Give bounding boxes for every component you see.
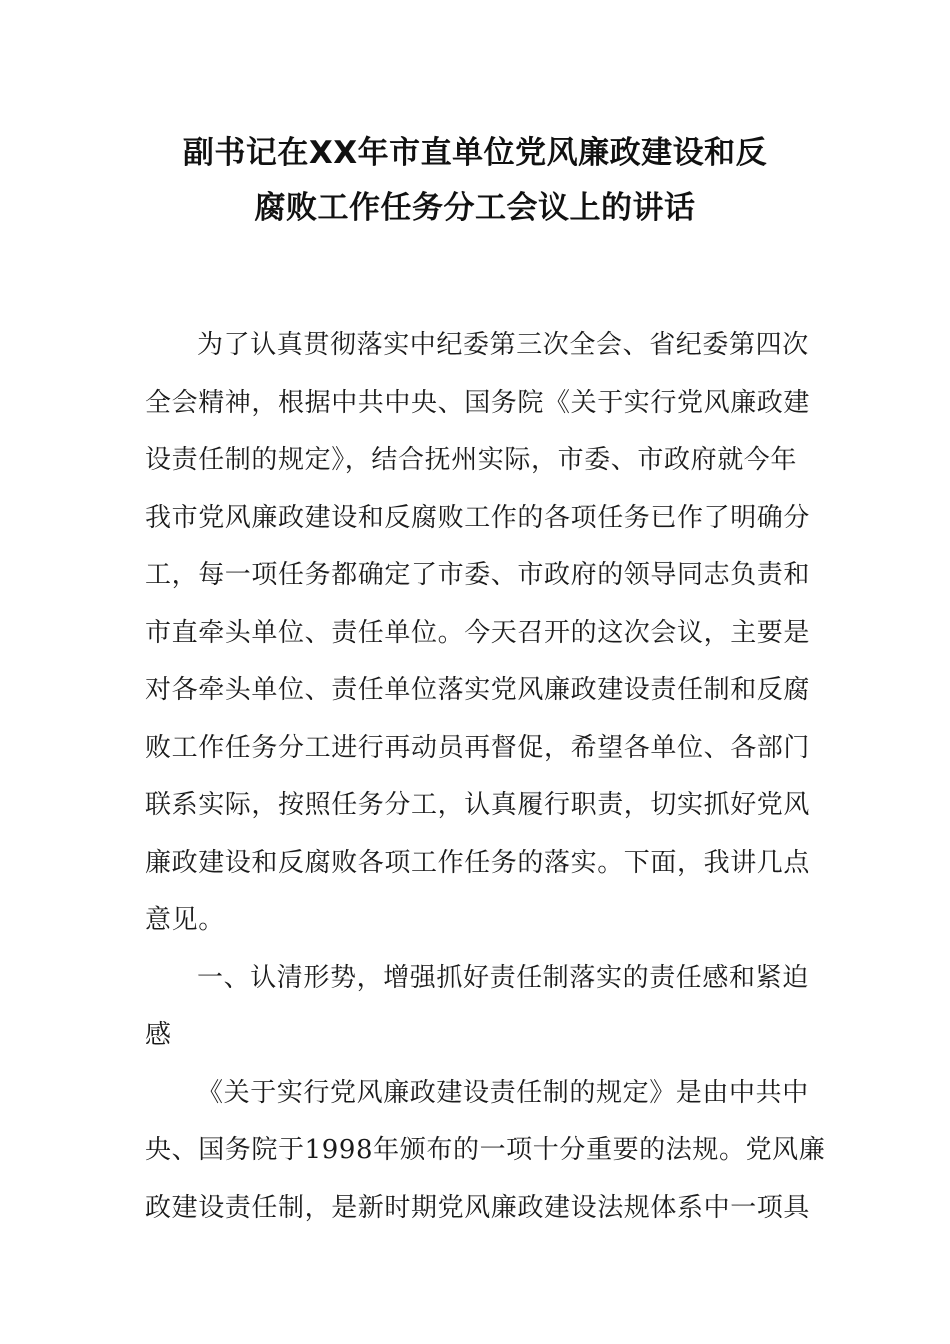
text-line: 设责任制的规定》，结合抚州实际，市委、市政府就今年 bbox=[145, 445, 798, 475]
document-body bbox=[145, 317, 826, 1237]
text-line: 败工作任务分工进行再动员再督促，希望各单位、各部门 bbox=[145, 732, 811, 763]
text-line: 感 bbox=[145, 1020, 172, 1050]
paragraph-regulation bbox=[145, 1065, 826, 1238]
text-line: 央、国务院于1998年颁布的一项十分重要的法规。党风廉 bbox=[145, 1135, 826, 1165]
section-heading-1 bbox=[145, 950, 807, 1065]
text-line: 对各牵头单位、责任单位落实党风廉政建设责任制和反腐 bbox=[145, 675, 811, 705]
title-line-1: 副书记在XX年市直单位党风廉政建设和反 bbox=[182, 135, 768, 171]
text-line: 全会精神，根据中共中央、国务院《关于实行党风廉政建 bbox=[145, 387, 811, 418]
title-line-2: 腐败工作任务分工会议上的讲话 bbox=[254, 190, 696, 226]
text-line: 我市党风廉政建设和反腐败工作的各项任务已作了明确分 bbox=[145, 502, 811, 533]
document-title bbox=[120, 126, 830, 236]
text-line: 为了认真贯彻落实中纪委第三次全会、省纪委第四次 bbox=[197, 330, 809, 360]
paragraph-intro bbox=[145, 317, 811, 950]
text-line: 工，每一项任务都确定了市委、市政府的领导同志负责和 bbox=[145, 560, 811, 590]
text-line: 联系实际，按照任务分工，认真履行职责，切实抓好党风 bbox=[145, 790, 811, 820]
text-line: 一、认清形势，增强抓好责任制落实的责任感和紧迫 bbox=[197, 962, 809, 993]
text-line: 意见。 bbox=[145, 905, 225, 935]
text-line: 政建设责任制，是新时期党风廉政建设法规体系中一项具 bbox=[145, 1192, 811, 1223]
text-line: 市直牵头单位、责任单位。今天召开的这次会议，主要是 bbox=[145, 617, 811, 648]
text-line: 《关于实行党风廉政建设责任制的规定》是由中共中 bbox=[197, 1077, 809, 1108]
text-line: 廉政建设和反腐败各项工作任务的落实。下面，我讲几点 bbox=[145, 847, 811, 878]
